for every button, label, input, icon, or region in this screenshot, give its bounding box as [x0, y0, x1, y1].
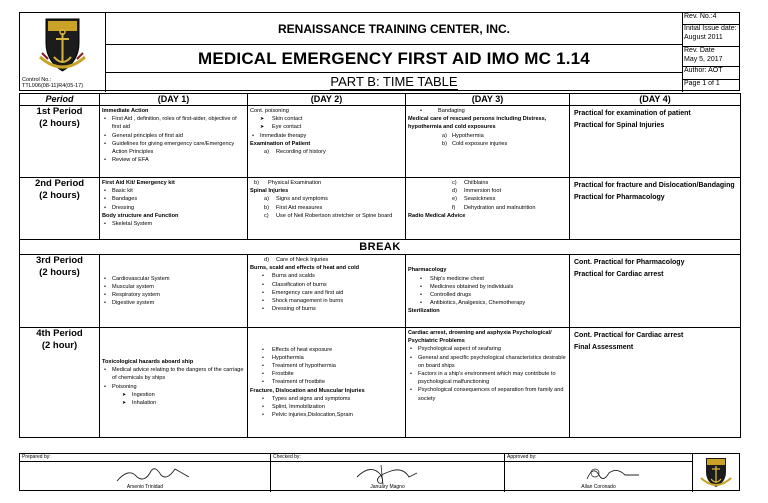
- p3-day3-cell: Pharmacology • Ship's medicine chest • Medicines obtained by individuals • Controlled drugs • Antibiotics, Analgesics, Chemotherapy Sterilization: [406, 255, 570, 328]
- signature-approved: [583, 463, 643, 485]
- company-logo: [20, 13, 105, 77]
- p3-day4-cell: Cont. Practical for Pharmacology Practical for Cardiac arrest: [570, 255, 741, 328]
- table-row: [20, 255, 741, 328]
- p4-day3-cell: Cardiac arrest, drowning and asphyxia Psychological/ Psychiatric Problems • Psychological aspect of seafaring • General and specific psychological characteristics desirable on board ships • Factors in a ship's environment which may contribute to psychological malfunctioning • Psychological consequences of separation from family and society: [406, 328, 570, 438]
- company-name: RENAISSANCE TRAINING CENTER, INC.: [106, 13, 682, 45]
- timetable: [19, 93, 741, 438]
- table-row: [20, 106, 741, 178]
- table-row: [20, 178, 741, 240]
- approved-by: Approved by: Allan Coronado: [505, 454, 693, 492]
- page-number: Page 1 of 1: [684, 80, 720, 87]
- p4-day2-cell: • Effects of heat exposure • Hypothermia • Treatment of hypothermia • Frostbite • Treatment of frostbite Fracture, Dislocation and Muscular Injuries • Types and signs and symptoms • Splint, Immobilization • Pelvic injuries,Dislocation,Sprain: [248, 328, 406, 438]
- document-title: MEDICAL EMERGENCY FIRST AID IMO MC 1.14: [106, 45, 682, 73]
- p1-day4-cell: Practical for examination of patient Practical for Spinal Injuries: [570, 106, 741, 178]
- col-day1: (DAY 1): [100, 94, 248, 106]
- period-label: 4th Period (2 hour): [20, 328, 100, 438]
- p2-day1-cell: First Aid Kit/ Emergency kit • Basic kit • Bandages • Dressing Body structure and Function • Skeletal System: [100, 178, 248, 240]
- p1-day1-cell: Immediate Action • First Aid , definition, roles of first-aider, objective of first aid • General principles of first aid • Guidelines for giving emergency care/Emergency Action Principles • Review of EFA: [100, 106, 248, 178]
- col-period: Period: [20, 94, 100, 106]
- signature-footer: [19, 453, 740, 491]
- p1-day2-cell: Cont. poisoning ➤ Skin contact ➤ Eye contact • Immediate therapy Examination of Patient a) Recording of history: [248, 106, 406, 178]
- rev-date: Rev. Date May 5, 2017: [682, 47, 739, 67]
- control-number: Control No.: TTL006(08-11)R4(05-17): [22, 77, 84, 89]
- document-subtitle: PART B: TIME TABLE: [330, 74, 458, 89]
- footer-logo: [695, 456, 737, 490]
- table-header-row: [20, 94, 741, 106]
- p1-day3-cell: • Bandaging Medical care of rescued persons including Distress, hypothermia and cold exposures a) Hypothermia b) Cold exposure injuries: [406, 106, 570, 178]
- p4-day1-cell: Toxicological hazards aboard ship • Medical advice relating to the dangers of the carriage of chemicals by ships • Poisoning ➤ Ingestion ➤ Inhalation: [100, 328, 248, 438]
- document-header: [19, 12, 740, 91]
- p2-day3-cell: c) Chilblains d) Immersion foot e) Seasickness f) Dehydration and malnutrition Radio Medical Advice: [406, 178, 570, 240]
- p4-day4-cell: Cont. Practical for Cardiac arrest Final Assessment: [570, 328, 741, 438]
- table-row: [20, 328, 741, 438]
- col-day3: (DAY 3): [406, 94, 570, 106]
- period-label: 3rd Period (2 hours): [20, 255, 100, 328]
- p2-day4-cell: Practical for fracture and Dislocation/Bandaging Practical for Pharmacology: [570, 178, 741, 240]
- author: Author: AOT: [682, 67, 739, 80]
- checked-by: Checked by: January Magno: [271, 454, 505, 492]
- period-label: 2nd Period (2 hours): [20, 178, 100, 240]
- p2-day2-cell: b) Physical Examination Spinal Injuries a) Signs and symptoms b) First Aid measures c) Use of Neil Robertson stretcher or Spine board: [248, 178, 406, 240]
- break-row: BREAK: [20, 240, 741, 255]
- prepared-by: Prepared by: Arsenio Trinidad: [20, 454, 271, 492]
- col-day2: (DAY 2): [248, 94, 406, 106]
- signature-prepared: [115, 463, 195, 485]
- p3-day1-cell: • Cardiovascular System • Muscular system • Respiratory system • Digestive system: [100, 255, 248, 328]
- initial-issue: Initial Issue date: August 2011: [682, 25, 739, 47]
- period-label: 1st Period (2 hours): [20, 106, 100, 178]
- revision-info: [682, 13, 739, 92]
- col-day4: (DAY 4): [570, 94, 741, 106]
- rev-number: Rev. No.:4: [682, 13, 739, 25]
- p3-day2-cell: d) Care of Neck Injuries Burns, scald and effects of heat and cold • Burns and scalds • Classification of burns • Emergency care and first aid • Shock management in burns • Dressing of burns: [248, 255, 406, 328]
